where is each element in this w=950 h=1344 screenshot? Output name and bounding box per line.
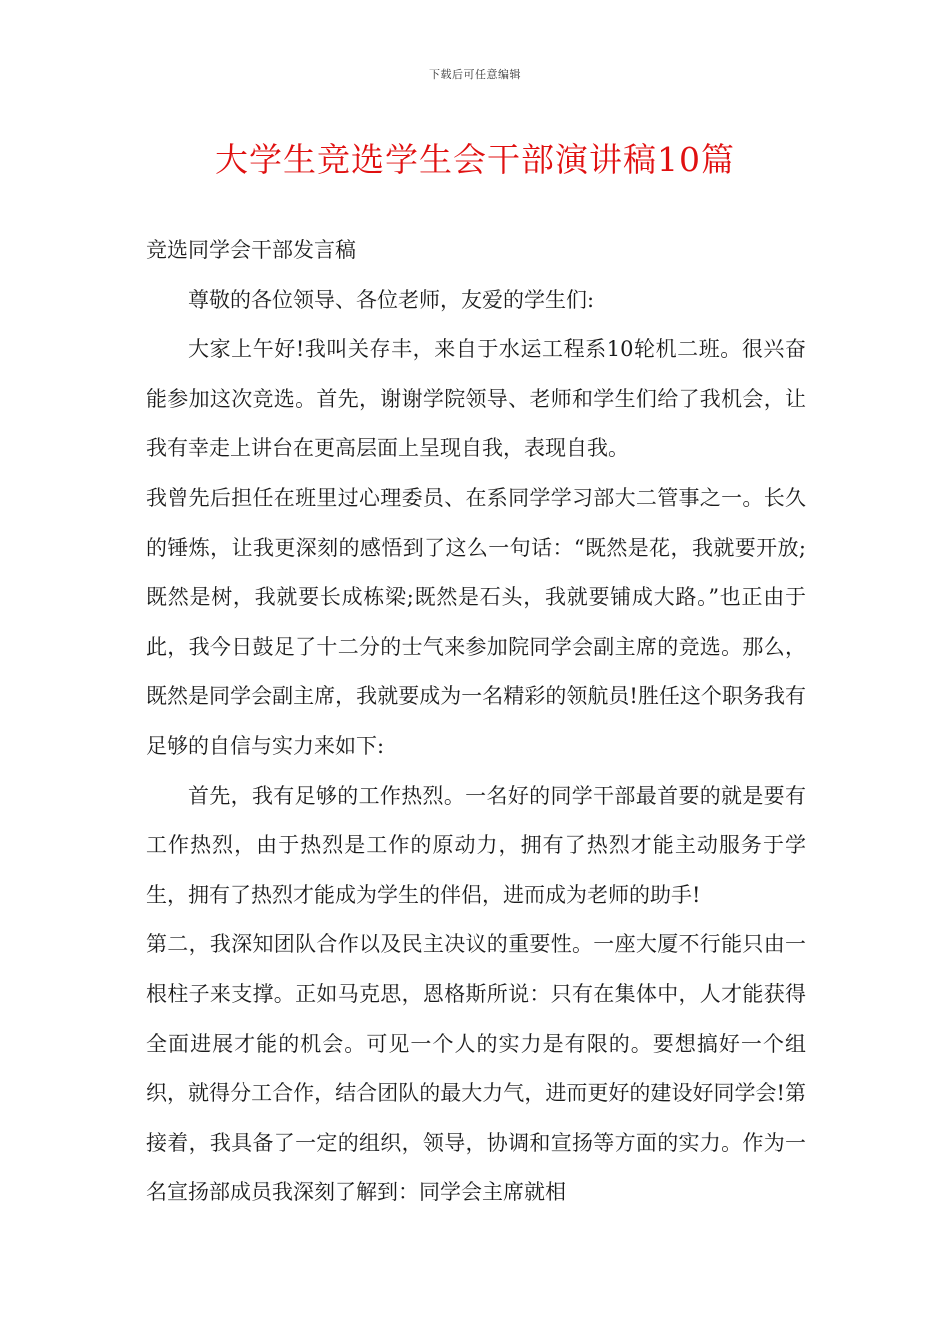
document-title: 大学生竞选学生会干部演讲稿10篇 [215,140,735,179]
paragraph-second-point: 第二，我深知团队合作以及民主决议的重要性。一座大厦不行能只由一根柱子来支撑。正如马克思，恩格斯所说：只有在集体中，人才能获得全面进展才能的机会。可见一个人的实力是有限的。要想搞好一个组织，就得分工合作，结合团队的最大力气，进而更好的建设好同学会!第接着，我具备了一定的组织，领导，协调和宣扬等方面的实力。作为一名宣扬部成员我深刻了解到：同学会主席就相 [146,932,806,1205]
paragraph-experience: 我曾先后担任在班里过心理委员、在系同学学习部大二管事之一。长久的锤炼，让我更深刻的感悟到了这么一句话：“既然是花，我就要开放;既然是树，我就要长成栋梁;既然是石头，我就要铺成大路。”也正由于此，我今日鼓足了十二分的士气来参加院同学会副主席的竞选。那么，既然是同学会副主席，我就要成为一名精彩的领航员!胜任这个职务我有足够的自信与实力来如下: [146,485,806,758]
paragraph-first-point: 首先，我有足够的工作热烈。一名好的同学干部最首要的就是要有工作热烈，由于热烈是工作的原动力，拥有了热烈才能主动服务于学生，拥有了热烈才能成为学生的伴侣，进而成为老师的助手! [146,783,806,907]
section-heading: 竞选同学会干部发言稿 [146,238,356,262]
header-note: 下载后可任意编辑 [429,68,521,81]
salutation: 尊敬的各位领导、各位老师，友爱的学生们: [188,287,595,312]
document-body [146,226,806,1218]
paragraph-intro: 大家上午好!我叫关存丰，来自于水运工程系10轮机二班。很兴奋能参加这次竞选。首先，谢谢学院领导、老师和学生们给了我机会，让我有幸走上讲台在更高层面上呈现自我，表现自我。 [146,337,806,461]
